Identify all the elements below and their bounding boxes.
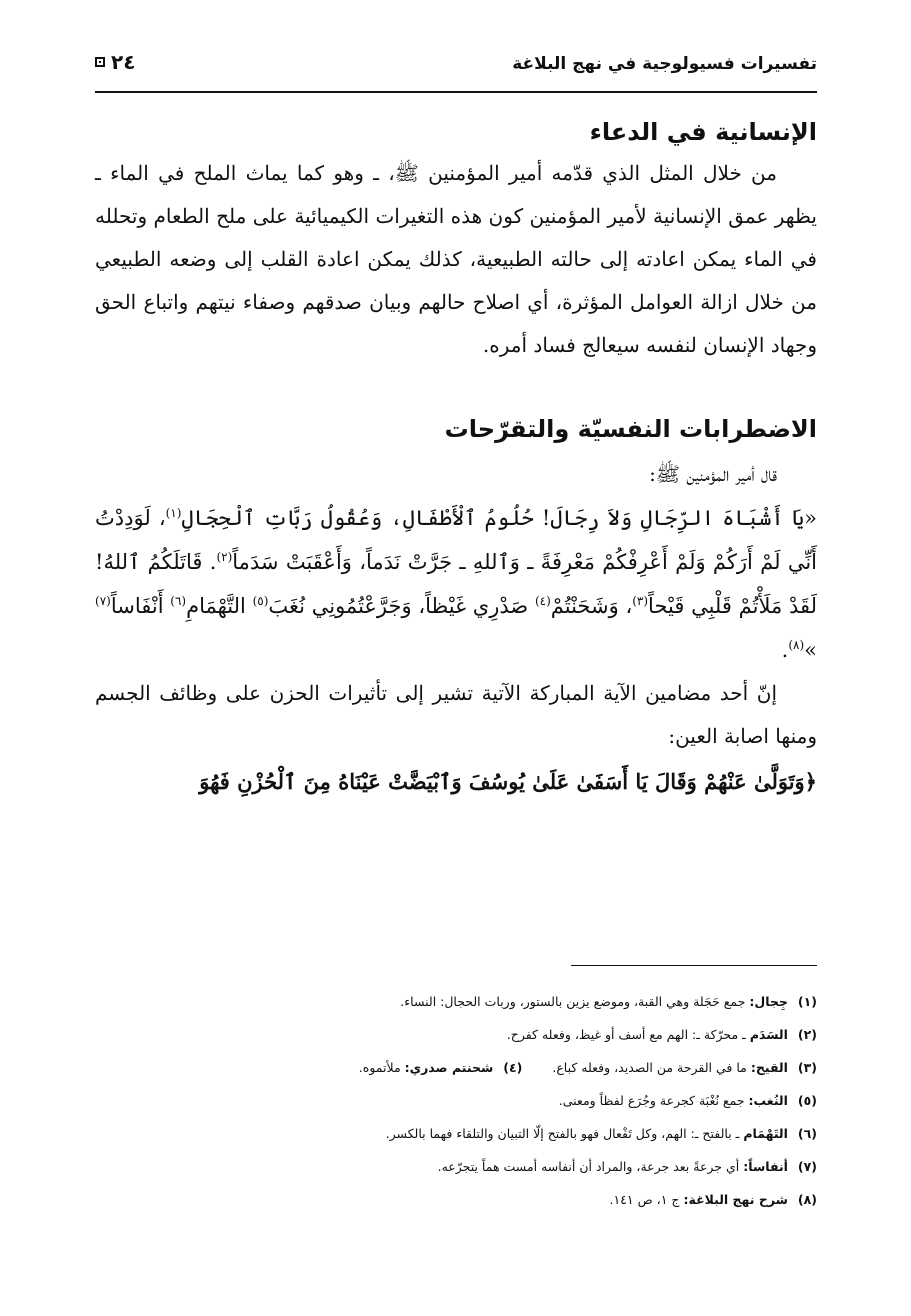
footnote-item [95,1183,817,1216]
footnote-item [95,1084,817,1117]
footnote-text: ـ محرّكة ـ: الهم مع أسف أو غيظ، وفعله كفرح. [506,1027,746,1042]
page-header [95,46,817,86]
footnote-term: السَدَم [749,1027,788,1042]
footnotes [95,985,817,1216]
running-title: تفسيرات فسيولوجية في نهج البلاغة [512,54,817,74]
header-rule [95,91,817,93]
footnote-text: ملأتموه. [358,1060,401,1075]
footnote-marker: (٨) [788,638,805,652]
footnote-text: أي جرعةً بعد جرعة، والمراد أن أنفاسه أمست هماً يتجرّعه. [437,1159,740,1174]
footnote-term: جِجال: [749,994,788,1009]
footnote-text: جمع حَجَلة وهي القبة، وموضع يزين بالستور، وربات الحجال: النساء. [400,994,746,1009]
footnote-marker: (١) [165,506,182,520]
footnote-number: (٦) [797,1126,817,1141]
footnote-term: شحنتم صدري: [404,1060,494,1075]
imam-quote [95,496,817,672]
footnote-item [95,1117,817,1150]
quote-intro: قال أمير المؤمنين ﷺ: [649,462,777,486]
square-ornament-icon [95,57,105,67]
page-number-group [95,50,135,74]
footnote-term: أنفاساً: [743,1159,788,1174]
footnote-term: شرح نهج البلاغة: [683,1192,788,1207]
footnote-number: (٤) [503,1060,523,1075]
footnote-number: (٥) [797,1093,817,1108]
footnote-number: (١) [797,994,817,1009]
quote-text: «يَا أَشْبَاهَ الرِّجَالِ وَلاَ رِجَالَ! حُلُومُ ٱلْأَطْفَالِ، وَعُقُولُ رَبَّاتِ ٱلْحِجَالِ [181,506,817,530]
quote-text: . [781,638,789,662]
footnote-term: النُغب: [748,1093,788,1108]
footnote-text: ما في القرحة من الصديد، وفعله كباع. [552,1060,747,1075]
footnote-text: ج ١، ص ١٤١. [609,1192,680,1207]
footnote-term: التَهْمَام [743,1126,788,1141]
quote-text: . قَاتَلَكُمُ ٱللهُ! لَقَدْ مَلَأْتُمْ قَلْبِي قَيْحاً [95,550,817,618]
quote-text: ، لَوَدِدْتُ أَنِّي لَمْ أَرَكُمْ وَلَمْ أَعْرِفْكُمْ مَعْرِفَةً ـ وَٱللهِ ـ جَرَّتْ نَدَماً، وَأَعْقَبَتْ سَدَماً [95,506,818,574]
quote-text: ، وَشَحَنْتُمْ [550,594,633,618]
page-number: ٢٤ [111,50,136,74]
footnote-item [95,1150,817,1183]
footnote-number: (٣) [797,1060,817,1075]
footnote-text: ـ بالفتح ـ: الهم، وكل تَفْعال فهو بالفتح إلّا التبيان والتلقاء فهما بالكسر. [385,1126,740,1141]
footnote-number: (٧) [797,1159,817,1174]
footnote-marker: (٢) [216,550,233,564]
paragraph-humanity: من خلال المثل الذي قدّمه أمير المؤمنين ﷺ، ـ وهو كما يماث الملح في الماء ـ يظهر عمق الإنسانية لأمير المؤمنين كون هذه التغيرات الكيميائية على ملح الطعام وتحلله في الماء يمكن اعادته إلى حالته الطبيعية، كذلك يمكن اعادة القلب إلى وضعه الطبيعي من خلال ازالة العوامل المؤثرة، أي اصلاح حالهم وبيان صدقهم وصفاء نيتهم واتباع الحق وجهاد الإنسان لنفسه سيعالج فساد أمره. [95,161,817,357]
footnote-marker: (٧) [95,594,111,608]
quran-verse: ﴿وَتَوَلَّىٰ عَنْهُمْ وَقَالَ يَا أَسَفَىٰ عَلَىٰ يُوسُفَ وَٱبْيَضَّتْ عَيْنَاهُ مِنَ ٱلْحُزْنِ فَهُوَ [199,769,817,794]
footnote-item [95,1018,817,1051]
quote-text: » [804,638,817,662]
footnote-item [95,1051,817,1084]
footnote-item [95,985,817,1018]
footnote-number: (٢) [797,1027,817,1042]
quote-text: التَّهْمَامِ [186,594,253,618]
section-heading-disorders: الاضطرابات النفسيّة والتقرّحات [444,415,817,443]
footnote-number: (٨) [797,1192,817,1207]
footnote-text: جمع نُغْبَة كجرعة وجُرَع لفظاً ومعنى. [558,1093,745,1108]
footnote-marker: (٤) [534,594,551,608]
footnote-separator [571,965,817,966]
footnote-marker: (٦) [170,594,187,608]
footnote-marker: (٥) [252,594,269,608]
section-heading-humanity: الإنسانية في الدعاء [589,118,817,146]
quote-text: أَنْفَاساً [110,594,171,618]
footnote-marker: (٣) [632,594,649,608]
quote-text: صَدْرِي غَيْظاً، وَجَرَّعْتُمُونِي نُغَبَ [268,594,535,618]
footnote-gap [522,1051,552,1084]
main-text [95,112,817,804]
footnote-term: القيح: [750,1060,788,1075]
paragraph-grief-effects: إنّ أحد مضامين الآية المباركة الآتية تشير إلى تأثيرات الحزن على وظائف الجسم ومنها اصابة العين: [95,681,817,748]
